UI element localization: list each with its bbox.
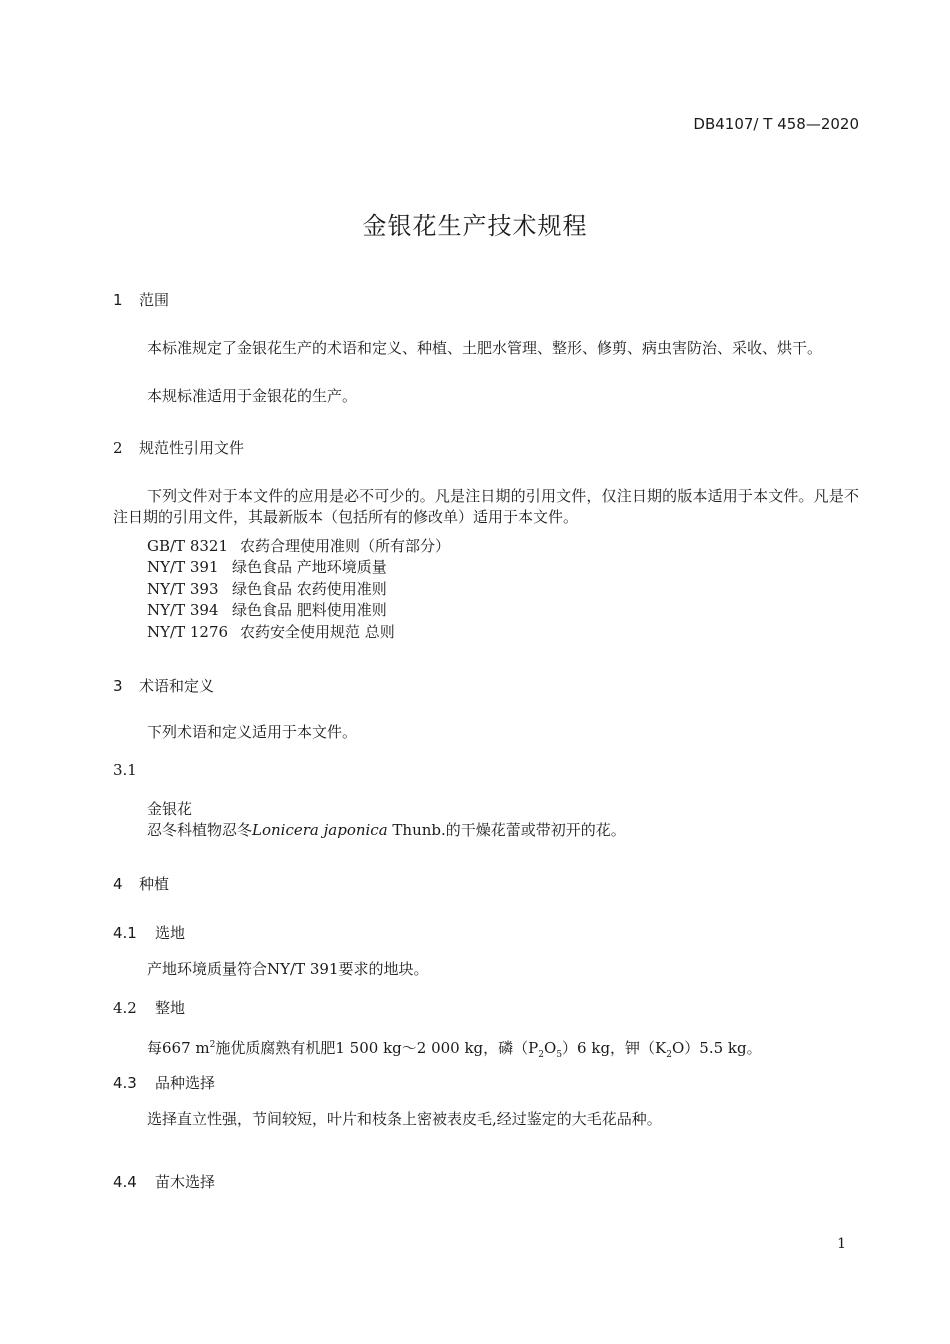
subsection-4-4-heading — [113, 1171, 215, 1192]
reference-title: 农药安全使用规范 总则 — [240, 623, 395, 641]
section-number: 1 — [113, 291, 123, 309]
reference-code: NY/T 393 — [147, 580, 219, 598]
subsection-title: 整地 — [155, 999, 186, 1017]
reference-item — [147, 599, 387, 620]
section-4-heading — [113, 873, 169, 894]
text-run: O）5.5 kg。 — [672, 1039, 762, 1057]
term-name: 金银花 — [147, 800, 193, 818]
section-title: 规范性引用文件 — [139, 439, 245, 457]
subscript: 2 — [666, 1050, 672, 1060]
definition-latin-name: Lonicera japonica — [252, 821, 388, 839]
section-number: 4 — [113, 875, 123, 893]
subsection-number: 4.3 — [113, 1074, 137, 1092]
reference-code: GB/T 8321 — [147, 537, 229, 555]
subsection-4-3-text: 选择直立性强，节间较短，叶片和枝条上密被表皮毛,经过鉴定的大毛花品种。 — [147, 1110, 662, 1128]
subsection-4-1-text: 产地环境质量符合NY/T 391要求的地块。 — [147, 960, 429, 978]
reference-code: NY/T 394 — [147, 601, 219, 619]
reference-title: 农药合理使用准则（所有部分） — [240, 537, 451, 555]
reference-item — [147, 556, 387, 577]
subsection-4-1-heading — [113, 922, 185, 943]
section-title: 范围 — [139, 291, 170, 309]
section-3-paragraph-1: 下列术语和定义适用于本文件。 — [147, 723, 358, 741]
reference-item — [147, 621, 395, 642]
subsection-4-2-text — [147, 1035, 762, 1066]
section-1-heading — [113, 289, 169, 310]
section-2-paragraph-1: 下列文件对于本文件的应用是必不可少的。凡是注日期的引用文件，仅注日期的版本适用于本文件。凡是不注日期的引用文件，其最新版本（包括所有的修改单）适用于本文件。 — [113, 487, 859, 526]
subsection-title: 品种选择 — [155, 1074, 216, 1092]
subsection-4-3-heading — [113, 1072, 215, 1093]
definition-prefix: 忍冬科植物忍冬 — [147, 821, 253, 839]
subsection-4-2-heading — [113, 997, 185, 1018]
text-run: ）6 kg，钾（K — [562, 1039, 667, 1057]
subsection-title: 选地 — [155, 924, 186, 942]
text-run: 每667 m — [147, 1039, 210, 1057]
text-run: 施优质腐熟有机肥1 500 kg～2 000 kg，磷（P — [215, 1039, 539, 1057]
standard-code: DB4107/ T 458—2020 — [693, 115, 859, 133]
section-number: 3 — [113, 677, 123, 695]
subscript: 2 — [538, 1050, 544, 1060]
definition-author: Thunb. — [387, 821, 446, 839]
reference-code: NY/T 391 — [147, 558, 219, 576]
reference-code: NY/T 1276 — [147, 623, 229, 641]
reference-title: 绿色食品 产地环境质量 — [232, 558, 387, 576]
definition-suffix: 的干燥花蕾或带初开的花。 — [445, 821, 626, 839]
reference-title: 绿色食品 肥料使用准则 — [232, 601, 387, 619]
reference-item — [147, 535, 450, 556]
page-number: 1 — [837, 1236, 846, 1252]
term-definition — [147, 820, 626, 841]
section-title: 术语和定义 — [139, 677, 215, 695]
subsection-title: 苗木选择 — [155, 1173, 216, 1191]
section-number: 2 — [113, 439, 123, 457]
section-title: 种植 — [139, 875, 170, 893]
reference-title: 绿色食品 农药使用准则 — [232, 580, 387, 598]
subsection-number: 4.1 — [113, 924, 137, 942]
section-2-heading — [113, 437, 244, 458]
section-3-heading — [113, 675, 214, 696]
section-1-paragraph-2: 本规标准适用于金银花的生产。 — [147, 387, 358, 405]
reference-item — [147, 578, 387, 599]
subsection-number: 3.1 — [113, 761, 137, 779]
subsection-number: 4.2 — [113, 999, 137, 1017]
subsection-number: 4.4 — [113, 1173, 137, 1191]
section-1-paragraph-1: 本标准规定了金银花生产的术语和定义、种植、土肥水管理、整形、修剪、病虫害防治、采收、烘干。 — [147, 339, 823, 357]
subscript: 5 — [556, 1050, 563, 1060]
text-run: O — [544, 1039, 557, 1057]
superscript: 2 — [209, 1040, 216, 1050]
document-title: 金银花生产技术规程 — [362, 212, 588, 240]
